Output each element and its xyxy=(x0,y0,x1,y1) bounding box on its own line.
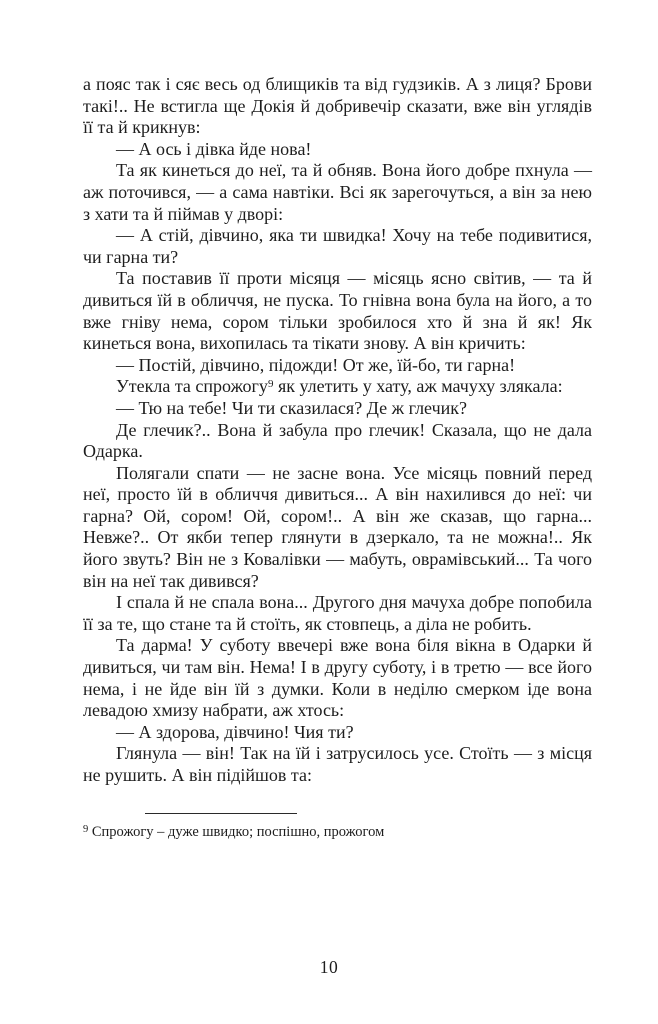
paragraph: Глянула — він! Так на їй і затрусилось усе. Стоїть — з місця не рушить. А він підійшов та: xyxy=(83,743,592,785)
page-text xyxy=(83,74,592,841)
paragraph: — А стій, дівчино, яка ти швидка! Хочу на тебе подивитися, чи гарна ти? xyxy=(83,225,592,267)
paragraph: Полягали спати — не засне вона. Усе місяць повний перед неї, просто їй в обличчя дивиться... А він нахилився до неї: чи гарна? Ой, сором! Ой, сором!.. А він же сказав, що гарна... Невже?.. От якби тепер глянути в дзеркало, та не можна!.. Як його звуть? Він не з Ковалівки — мабуть, оврамівський... Та чого він на неї так дивився? xyxy=(83,462,592,591)
paragraph: Та поставив її проти місяця — місяць ясно світив, — та й дивиться їй в обличчя, не пуска. То гнівна вона була на його, а то вже гніву нема, сором тільки зробилося хто й зна й як! Як кинеться вона, вихопилась та тікати знову. А він кричить: xyxy=(83,268,592,354)
paragraph-text: як улетить у хату, аж мачуху злякала: xyxy=(273,376,563,397)
footnote xyxy=(83,813,592,841)
paragraph: — А ось і дівка йде нова! xyxy=(116,138,312,159)
footnote-body: Спрожогу – дуже швидко; поспішно, прожогом xyxy=(88,823,385,840)
paragraph: Де глечик?.. Вона й забула про глечик! Сказала, що не дала Одарка. xyxy=(83,419,592,462)
paragraph xyxy=(83,376,592,398)
footnote-divider xyxy=(145,813,297,814)
paragraph: І спала й не спала вона... Другого дня мачуха добре попобила її за те, що стане та й стоїть, як стовпець, а діла не робить. xyxy=(83,592,592,634)
paragraph: а пояс так і сяє весь од блищиків та від гудзиків. А з лиця? Брови такі!.. Не встигла ще Докія й добривечір сказати, вже він углядів її та й крикнув: xyxy=(83,74,592,138)
paragraph: Та як кинеться до неї, та й обняв. Вона його добре пхнула — аж поточився, — а сама навтіки. Всі як зарегочуться, а він за нею з хати та й піймав у дворі: xyxy=(83,160,592,224)
paragraph: — Тю на тебе! Чи ти сказилася? Де ж глечик? xyxy=(116,397,468,418)
paragraph-text: Утекла та спрожогу xyxy=(116,376,268,397)
paragraph: Та дарма! У суботу ввечері вже вона біля вікна в Одарки й дивиться, чи там він. Нема! І в другу суботу, і в третю — все його нема, і не йде він їй з думки. Коли в неділю смерком іде вона левадою хмизу набрати, аж хтось: xyxy=(83,635,592,721)
footnote-text xyxy=(83,823,592,841)
page-number: 10 xyxy=(319,957,339,977)
paragraph: — Постій, дівчино, підожди! От же, їй-бо, ти гарна! xyxy=(116,354,516,375)
paragraph: — А здорова, дівчино! Чия ти? xyxy=(116,721,354,742)
footnote-ref-marker: 9 xyxy=(267,378,274,391)
footnote-marker: 9 xyxy=(83,823,89,835)
